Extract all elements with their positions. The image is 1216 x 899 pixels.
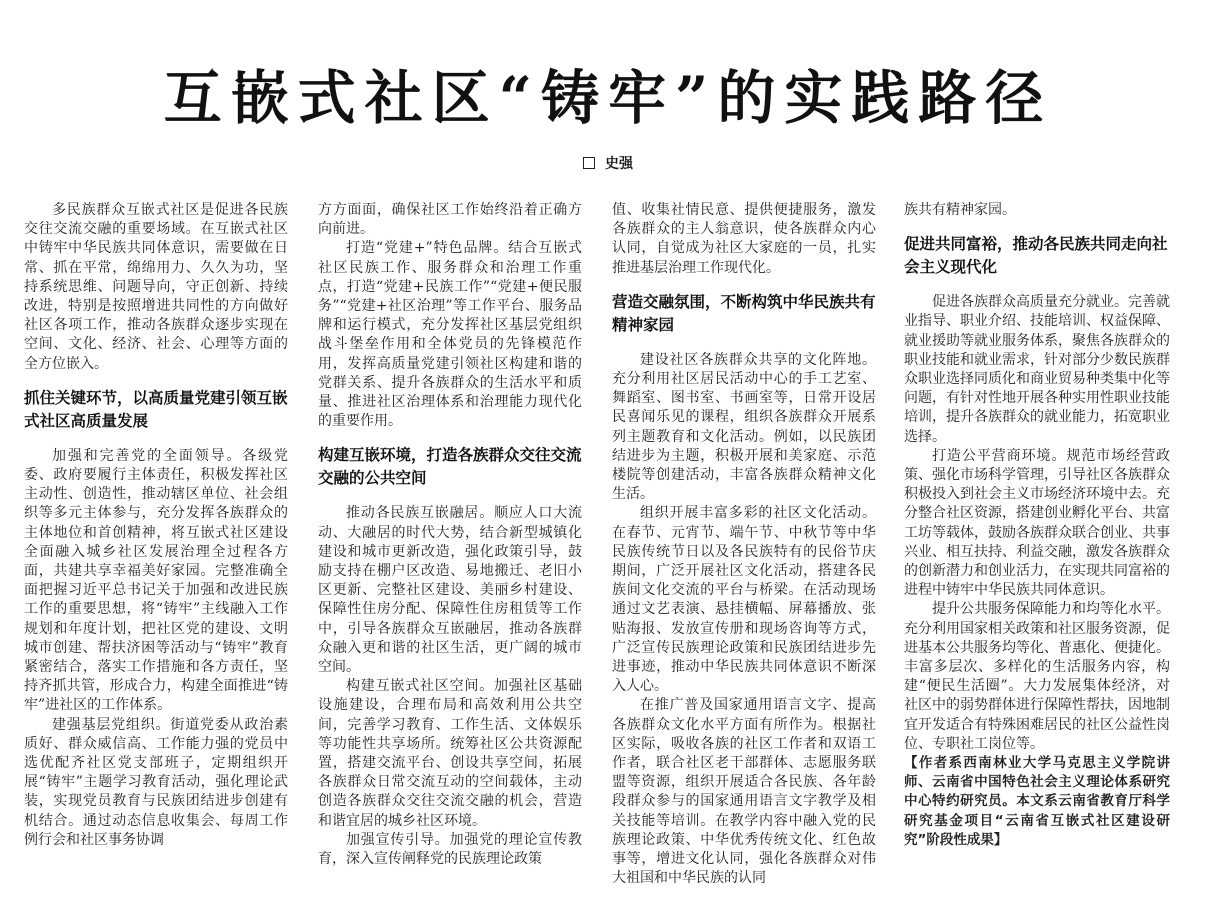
paragraph: 组织开展丰富多彩的社区文化活动。在春节、元宵节、端午节、中秋节等中华民族传统节日以及各民族特有的民俗节庆期间，广泛开展社区文化活动，搭建各民族间文化交流的平台与桥梁。在活动现场通过文艺表演、悬挂横幅、屏幕播放、张贴海报、发放宣传册和现场咨询等方式，广泛宣传民族理论政策和民族团结进步先进事迹，推动中华民族共同体意识不断深入人心。 (612, 505, 876, 695)
section-heading: 促进共同富裕，推动各民族共同走向社会主义现代化 (904, 235, 1168, 277)
paragraph: 打造公平营商环境。规范市场经营政策、强化市场科学管理，引导社区各族群众积极投入到社会主义市场经济环境中去。充分整合社区资源，搭建创业孵化平台、共富工坊等载体，鼓励各族群众联合创业、共事兴业、相互扶持、利益交融，激发各族群众的创新潜力和创业活力，在实现共同富裕的进程中铸牢中华民族共同体意识。 (904, 447, 1170, 599)
square-icon (583, 157, 595, 169)
paragraph: 多民族群众互嵌式社区是促进各民族交往交流交融的重要场域。在互嵌式社区中铸牢中华民族共同体意识，需要做在日常、抓在平常，绵绵用力、久久为功，坚持系统思维、问题导向，守正创新、持续改进，特别是按照增进共同性的方向做好社区各项工作，推动各族群众逐步实现在空间、文化、经济、社会、心理等方面的全方位嵌入。 (24, 202, 288, 372)
paragraph: 加强和完善党的全面领导。各级党委、政府要履行主体责任，积极发挥社区主动性、创造性，推动辖区单位、社会组织等多元主体参与，充分发挥各族群众的主体地位和首创精神，将互嵌式社区建设全面融入城乡社区发展治理全过程各方面，共建共享幸福美好家园。完整准确全面把握习近平总书记关于加强和改进民族工作的重要思想，将“铸牢”主线融入工作规划和年度计划，把社区党的建设、文明城市创建、帮扶济困等活动与“铸牢”教育紧密结合，落实工作措施和各方责任，坚持齐抓共管，形成合力，构建全面推进“铸牢”进社区的工作体系。 (24, 447, 288, 714)
section-heading: 营造交融氛围，不断构筑中华民族共有精神家园 (612, 292, 876, 334)
paragraph: 促进各族群众高质量充分就业。完善就业指导、职业介绍、技能培训、权益保障、就业援助等就业服务体系，聚焦各族群众的职业技能和就业需求，针对部分少数民族群众职业选择同质化和商业贸易种类集中化等问题，有针对性地开展各种实用性职业技能培训，提升各族群众的就业能力，拓宽职业选择。 (904, 294, 1170, 445)
paragraph: 在推广普及国家通用语言文字、提高各族群众文化水平方面有所作为。根据社区实际，吸收各族的社区工作者和双语工作者，联合社区老干部群体、志愿服务联盟等资源，组织开展适合各民族、各年龄段群众参与的国家通用语言文字教学及相关技能等培训。在教学内容中融入党的民族理论政策、中华优秀传统文化、红色故事等，增进文化认同，强化各族群众对伟大祖国和中华民族的认同 (612, 697, 876, 887)
paragraph: 建设社区各族群众共享的文化阵地。充分利用社区居民活动中心的手工艺室、舞蹈室、图书室、书画室等，日常开设居民喜闻乐见的课程，组织各族群众开展系列主题教育和文化活动。例如，以民族团结进步为主题，积极开展和美家庭、示范楼院等创建活动，丰富各族群众精神文化生活。 (612, 351, 876, 503)
paragraph: 推动各民族互嵌融居。顺应人口大流动、大融居的时代大势，结合新型城镇化建设和城市更新改造，强化政策引导，鼓励支持在棚户区改造、易地搬迁、老旧小区更新、完整社区建设、美丽乡村建设、保障性住房分配、保障性住房租赁等工作中，引导各族群众互嵌融居，推动各族群众融入更和谐的社区生活，更广阔的城市空间。 (318, 505, 582, 676)
article-title: 互嵌式社区“铸牢”的实践路径 (163, 64, 1053, 132)
column-2 (318, 201, 582, 899)
column-1 (24, 201, 288, 899)
paragraph: 族共有精神家园。 (904, 202, 1016, 218)
author-bio: 【作者系西南林业大学马克思主义学院讲师、云南省中国特色社会主义理论体系研究中心特约研究员。本文系云南省教育厅科学研究基金项目“云南省互嵌式社区建设研究”阶段性成果】 (904, 755, 1170, 848)
paragraph: 建强基层党组织。街道党委从政治素质好、群众威信高、工作能力强的党员中选优配齐社区党支部班子，定期组织开展“铸牢”主题学习教育活动，强化理论武装，实现党员教育与民族团结进步创建有机结合。通过动态信息收集会、每周工作例行会和社区事务协调 (24, 716, 288, 848)
paragraph: 方方面面，确保社区工作始终沿着正确方向前进。 (318, 202, 582, 238)
paragraph: 打造“党建+”特色品牌。结合互嵌式社区民族工作、服务群众和治理工作重点，打造“党建+民族工作”“党建+便民服务”“党建+社区治理”等工作平台、服务品牌和运行模式，充分发挥社区基层党组织战斗堡垒作用和全体党员的先锋模范作用，发挥高质量党建引领社区构建和谐的党群关系、提升各族群众的生活水平和质量、推进社区治理体系和治理能力现代化的重要作用。 (318, 240, 582, 430)
column-4 (904, 201, 1170, 899)
section-heading: 构建互嵌环境，打造各族群众交往交流交融的公共空间 (318, 446, 582, 488)
paragraph: 值、收集社情民意、提供便捷服务，激发各族群众的主人翁意识，使各族群众内心认同，自觉成为社区大家庭的一员，扎实推进基层治理工作现代化。 (612, 202, 876, 276)
column-3 (612, 201, 876, 899)
paragraph: 加强宣传引导。加强党的理论宣传教育，深入宣传阐释党的民族理论政策 (318, 831, 582, 868)
section-heading: 抓住关键环节，以高质量党建引领互嵌式社区高质量发展 (24, 388, 288, 430)
author-byline (0, 154, 1216, 174)
author-name: 史强 (605, 156, 633, 172)
paragraph: 提升公共服务保障能力和均等化水平。充分利用国家相关政策和社区服务资源，促进基本公共服务均等化、普惠化、便捷化。丰富多层次、多样化的生活服务内容，构建“便民生活圈”。大力发展集体经济，对社区中的弱势群体进行保障性帮扶，因地制宜开发适合有特殊困难居民的社区公益性岗位、专职社工岗位等。 (904, 601, 1170, 752)
paragraph: 构建互嵌式社区空间。加强社区基础设施建设，合理布局和高效利用公共空间，完善学习教育、工作生活、文体娱乐等功能性共享场所。统筹社区公共资源配置，搭建交流平台、创设共享空间，拓展各族群众日常交流互动的空间载体，主动创造各族群众交往交流交融的机会，营造和谐宜居的城乡社区环境。 (318, 678, 582, 829)
